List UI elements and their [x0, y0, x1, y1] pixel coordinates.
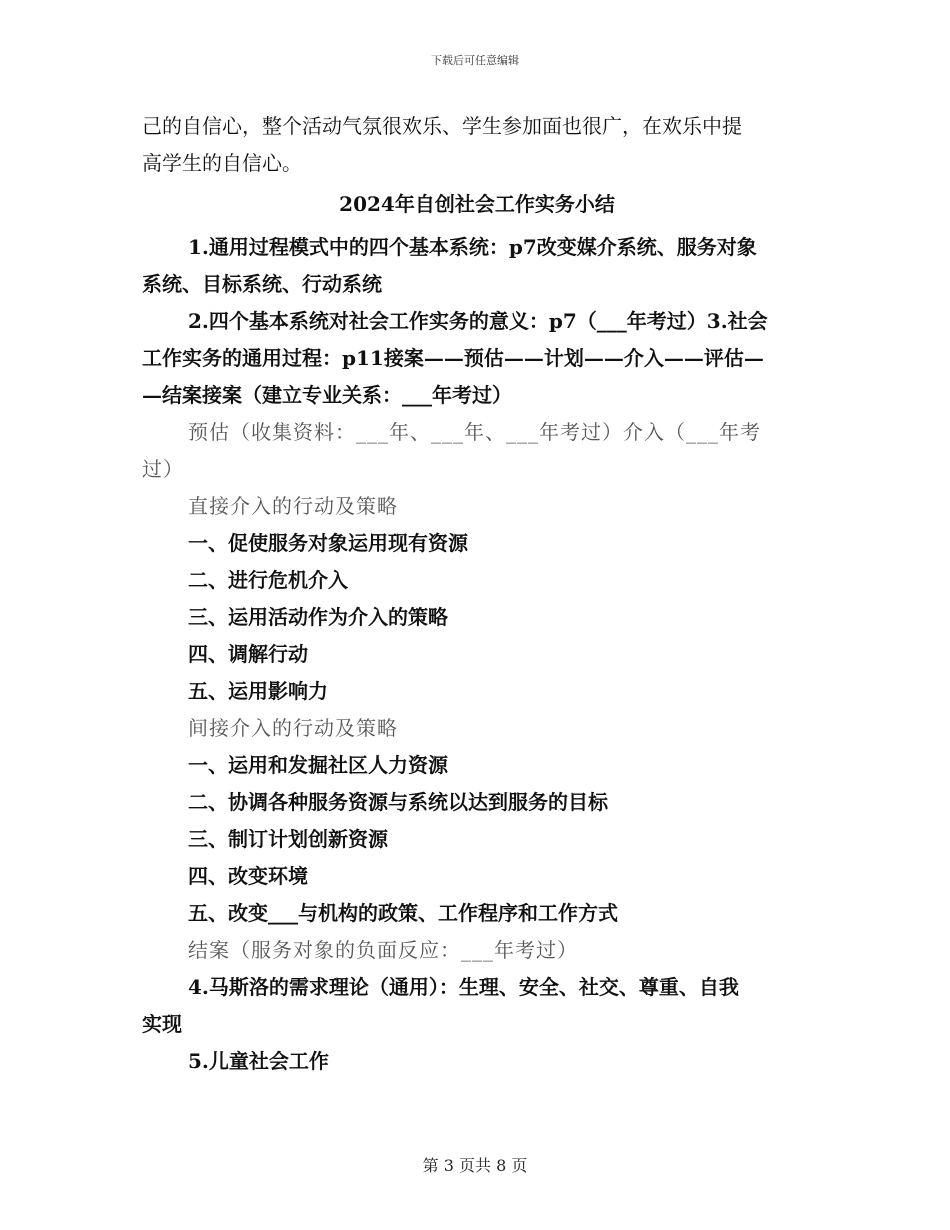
- list-item-continued: —结案接案（建立专业关系：___年考过）: [142, 383, 512, 407]
- subheading: 间接介入的行动及策略: [188, 716, 398, 740]
- list-item: 三、制订计划创新资源: [188, 827, 388, 851]
- list-item: 一、促使服务对象运用现有资源: [188, 531, 468, 555]
- list-item-continued: 系统、目标系统、行动系统: [142, 272, 382, 296]
- list-item: 一、运用和发掘社区人力资源: [188, 753, 448, 777]
- document-body: [142, 108, 812, 1080]
- list-item: 二、协调各种服务资源与系统以达到服务的目标: [188, 790, 608, 814]
- list-item: 5.儿童社会工作: [188, 1049, 329, 1073]
- subheading: 直接介入的行动及策略: [188, 494, 398, 518]
- list-item: 四、改变环境: [188, 864, 308, 888]
- paragraph-line: 预估（收集资料：___年、___年、___年考过）介入（___年考: [188, 420, 761, 444]
- paragraph-line: 己的自信心，整个活动气氛很欢乐、学生参加面也很广，在欢乐中提: [142, 114, 742, 138]
- section-title: 2024年自创社会工作实务小结: [339, 192, 615, 216]
- list-item: 四、调解行动: [188, 642, 308, 666]
- paragraph-line: 过）: [142, 457, 184, 481]
- list-item-continued: 实现: [142, 1012, 182, 1036]
- list-item: 二、进行危机介入: [188, 568, 348, 592]
- list-item: 五、运用影响力: [188, 679, 328, 703]
- paragraph-line: 高学生的自信心。: [142, 151, 302, 175]
- list-item: 1.通用过程模式中的四个基本系统：p7改变媒介系统、服务对象: [188, 235, 757, 259]
- list-item: 三、运用活动作为介入的策略: [188, 605, 448, 629]
- page-footer: 第 3 页共 8 页: [422, 1156, 528, 1175]
- list-item: 2.四个基本系统对社会工作实务的意义：p7（___年考过）3.社会: [188, 309, 768, 333]
- list-item-continued: 工作实务的通用过程：p11接案——预估——计划——介入——评估—: [142, 346, 764, 370]
- paragraph-line: 结案（服务对象的负面反应：___年考过）: [188, 938, 578, 962]
- list-item: 4.马斯洛的需求理论（通用）：生理、安全、社交、尊重、自我: [188, 975, 739, 999]
- page-header: 下载后可任意编辑: [431, 54, 519, 67]
- list-item: 五、改变___与机构的政策、工作程序和工作方式: [188, 901, 618, 925]
